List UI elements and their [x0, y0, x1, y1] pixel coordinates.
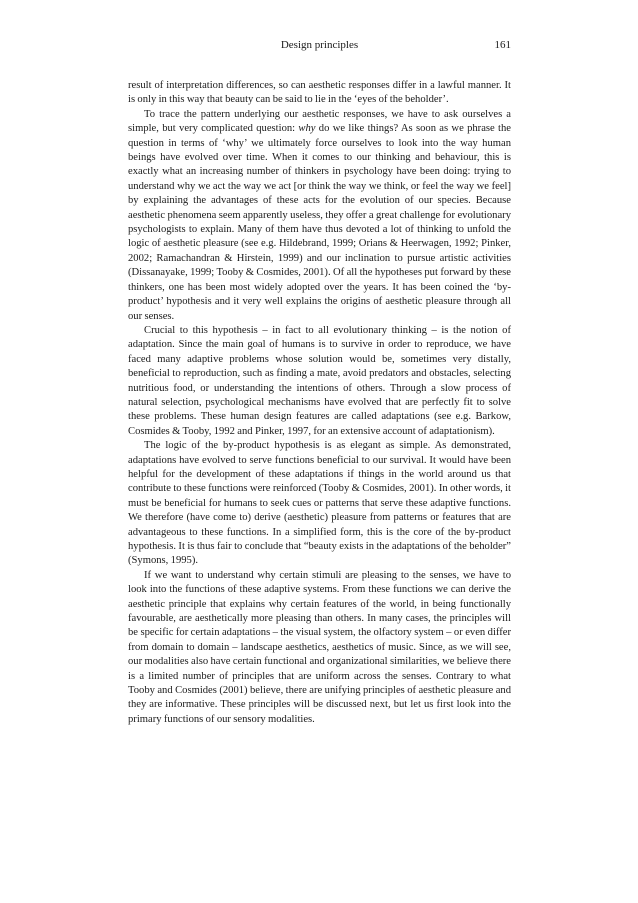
paragraph-1-text: result of interpretation differences, so can aesthetic responses differ in a lawful manner. It is only in this way that beauty can be said to lie in the ‘eyes of the beholder’. — [128, 80, 511, 106]
paragraph-4-text: The logic of the by-product hypothesis is as elegant as simple. As demonstrated, adaptations have evolved to serve functions beneficial to our survival. It would have been helpful for the development of these adaptations if things in the world around us that contribute to these functions were reinforced (Tooby & Cosmides, 2001). In other words, it must be beneficial for humans to seek cues or patterns that serve these adaptive functions. We therefore (have come to) derive (aesthetic) pleasure from patterns or features that are advantageous to these functions. In a simplified form, this is the core of the by-product hypothesis. It is thus fair to conclude that “beauty exists in the adaptations of the beholder” (Symons, 1995). — [128, 440, 511, 567]
paragraph-2-text-start: To trace the pattern underlying our aesthetic responses, we have to ask ourselves a simple, but very complicated question: — [128, 108, 511, 135]
emphasis-why: why — [298, 123, 316, 135]
paragraph-2 — [128, 108, 511, 324]
running-title: Design principles — [280, 39, 359, 51]
paragraph-1 — [128, 79, 511, 108]
paragraph-2-text-rest: do we like things? As soon as we phrase the question in terms of ‘why’ we ultimately force ourselves to look into the way human beings have evolved over time. When it comes to our thinking and behaviour, this is exactly what an increasing number of thinkers in psychology have been doing: trying to understand why we act the way we act [or think the way we think, or feel the way we feel] by explaining the advantages of these acts for the evolution of our species. Because aesthetic phenomena seem apparently useless, they offer a great challenge for evolutionary psychologists to explain. Many of them have thus devoted a lot of thinking to unfold the logic of aesthetic pleasure (see e.g. Hildebrand, 1999; Orians & Heerwagen, 1992; Pinker, 2002; Ramachandran & Hirstein, 1999) and our inclination to pursue artistic activities (Dissanayake, 1999; Tooby & Cosmides, 2001). Of all the hypotheses put forward by these thinkers, one has been most widely adopted over the years. It has been coined the ‘by-product’ hypothesis and it very well explains the origins of aesthetic pleasure through all our senses. — [128, 123, 511, 322]
running-head — [128, 37, 511, 53]
paragraph-3 — [128, 324, 511, 439]
body-text — [128, 79, 511, 727]
paragraph-3-text: Crucial to this hypothesis – in fact to all evolutionary thinking – is the notion of adaptation. Since the main goal of humans is to survive in order to reproduce, we have faced many adaptive problems whose solution would be, sometimes very distally, beneficial to reproduction, such as finding a mate, avoid predators and obstacles, selecting nutritious food, or understanding the intentions of others. Through a slow process of natural selection, psychological mechanisms have evolved that are perfectly fit to solve these problems. These human design features are called adaptations (see e.g. Barkow, Cosmides & Tooby, 1992 and Pinker, 1997, for an extensive account of adaptationism). — [128, 324, 511, 437]
paragraph-4 — [128, 439, 511, 569]
paragraph-5-text: If we want to understand why certain stimuli are pleasing to the senses, we have to look into the functions of these adaptive systems. From these functions we can derive the aesthetic principle that explains why certain features of the world, in being functionally favourable, are aesthetically more pleasing than others. In many cases, the principles will be specific for certain adaptations – the visual system, the olfactory system – or even differ from domain to domain – landscape aesthetics, aesthetics of music. Since, as we will see, our modalities also have certain functional and organizational similarities, we believe there is a limited number of principles that are uniform across the senses. Contrary to what Tooby and Cosmides (2001) believe, there are unifying principles of aesthetic pleasure and they are informative. These principles will be discussed next, but let us first look into the primary functions of our sensory modalities. — [128, 569, 511, 725]
page-number: 161 — [494, 39, 511, 51]
paragraph-5 — [128, 569, 511, 727]
